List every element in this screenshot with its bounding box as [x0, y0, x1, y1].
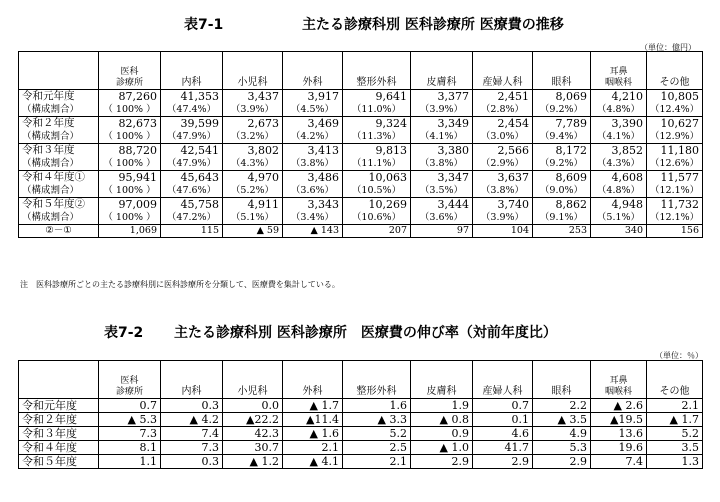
rate-cell: 2.9 — [533, 455, 591, 469]
column-header: 整形外科 — [343, 361, 411, 399]
value-cell: 4,210 — [591, 90, 647, 104]
share-cell: （3.9%） — [223, 103, 283, 117]
value-cell: 3,343 — [283, 198, 343, 212]
column-header: 小児科 — [223, 361, 283, 399]
column-header: 外科 — [283, 361, 343, 399]
column-header: 眼科 — [533, 361, 591, 399]
share-cell: （12.6%） — [647, 157, 703, 171]
row-label: 令和３年度 — [19, 427, 99, 441]
row-label: （構成割合） — [19, 184, 99, 198]
column-header: 整形外科 — [343, 52, 411, 90]
column-header: 医科 診療所 — [99, 361, 161, 399]
value-cell: 3,469 — [283, 117, 343, 131]
value-cell: 39,599 — [161, 117, 223, 131]
value-cell: 2,566 — [473, 144, 533, 158]
value-cell: 97,009 — [99, 198, 161, 212]
table-row — [19, 413, 703, 427]
value-cell: 88,720 — [99, 144, 161, 158]
rate-cell: 8.1 — [99, 441, 161, 455]
share-cell: （3.9%） — [411, 103, 473, 117]
column-header: 産婦人科 — [473, 52, 533, 90]
share-cell: （3.0%） — [473, 130, 533, 144]
diff-cell: 340 — [591, 225, 647, 238]
value-cell: 9,641 — [343, 90, 411, 104]
table-row-share — [19, 211, 703, 225]
rate-cell: 7.4 — [161, 427, 223, 441]
share-cell: （4.1%） — [411, 130, 473, 144]
diff-cell: 156 — [647, 225, 703, 238]
row-label: ②－① — [19, 225, 99, 238]
value-cell: 3,413 — [283, 144, 343, 158]
rate-cell: 2.9 — [411, 455, 473, 469]
diff-cell: 1,069 — [99, 225, 161, 238]
rate-cell: 1.9 — [411, 399, 473, 413]
value-cell: 3,380 — [411, 144, 473, 158]
row-label: （構成割合） — [19, 130, 99, 144]
rate-cell: 0.0 — [223, 399, 283, 413]
rate-cell: ▲ 1.7 — [647, 413, 703, 427]
share-cell: （12.9%） — [647, 130, 703, 144]
value-cell: 4,608 — [591, 171, 647, 185]
rate-cell: ▲ 4.2 — [161, 413, 223, 427]
share-cell: （9.1%） — [533, 211, 591, 225]
share-cell: （3.6%） — [411, 211, 473, 225]
rate-cell: ▲22.2 — [223, 413, 283, 427]
rate-cell: ▲ 3.3 — [343, 413, 411, 427]
rate-cell: ▲ 0.8 — [411, 413, 473, 427]
table-row-share — [19, 157, 703, 171]
value-cell: 3,437 — [223, 90, 283, 104]
value-cell: 2,454 — [473, 117, 533, 131]
value-cell: 4,911 — [223, 198, 283, 212]
diff-cell: 97 — [411, 225, 473, 238]
value-cell: 3,349 — [411, 117, 473, 131]
table2-unit: （単位：％） — [655, 351, 703, 360]
share-cell: （ 100% ） — [99, 103, 161, 117]
share-cell: （3.6%） — [283, 184, 343, 198]
table-row — [19, 117, 703, 131]
share-cell: （47.9%） — [161, 130, 223, 144]
share-cell: （3.8%） — [473, 184, 533, 198]
rate-cell: 2.2 — [533, 399, 591, 413]
table-row — [19, 90, 703, 104]
share-cell: （3.9%） — [473, 211, 533, 225]
share-cell: （3.4%） — [283, 211, 343, 225]
rate-cell: 2.9 — [473, 455, 533, 469]
share-cell: （47.6%） — [161, 184, 223, 198]
rate-cell: 0.3 — [161, 399, 223, 413]
table2-label: 表7-2 — [104, 325, 144, 341]
table-row-share — [19, 184, 703, 198]
row-label: 令和３年度 — [19, 144, 99, 158]
share-cell: （5.2%） — [223, 184, 283, 198]
rate-cell: 0.1 — [473, 413, 533, 427]
value-cell: 7,789 — [533, 117, 591, 131]
table-row — [19, 455, 703, 469]
share-cell: （9.2%） — [533, 103, 591, 117]
table1-unit: （単位：億円） — [640, 43, 696, 52]
table-row — [19, 427, 703, 441]
share-cell: （47.2%） — [161, 211, 223, 225]
diff-cell: 253 — [533, 225, 591, 238]
diff-row — [19, 225, 703, 238]
rate-cell: ▲ 2.6 — [591, 399, 647, 413]
table2 — [18, 360, 703, 469]
column-header: 耳鼻 咽喉科 — [591, 52, 647, 90]
value-cell: 11,180 — [647, 144, 703, 158]
rate-cell: ▲11.4 — [283, 413, 343, 427]
rate-cell: ▲ 1.6 — [283, 427, 343, 441]
value-cell: 3,444 — [411, 198, 473, 212]
share-cell: （10.6%） — [343, 211, 411, 225]
share-cell: （3.5%） — [411, 184, 473, 198]
column-header: 耳鼻 咽喉科 — [591, 361, 647, 399]
rate-cell: 42.3 — [223, 427, 283, 441]
value-cell: 3,852 — [591, 144, 647, 158]
share-cell: （10.5%） — [343, 184, 411, 198]
share-cell: （9.4%） — [533, 130, 591, 144]
table-row — [19, 171, 703, 185]
rate-cell: 3.5 — [647, 441, 703, 455]
value-cell: 8,609 — [533, 171, 591, 185]
rate-cell: 5.3 — [533, 441, 591, 455]
row-label: 令和元年度 — [19, 399, 99, 413]
column-header: その他 — [647, 361, 703, 399]
table1-label: 表7-1 — [184, 17, 224, 33]
rate-cell: 7.3 — [161, 441, 223, 455]
rate-cell: ▲ 1.0 — [411, 441, 473, 455]
rate-cell: ▲19.5 — [591, 413, 647, 427]
column-header: 皮膚科 — [411, 361, 473, 399]
value-cell: 3,740 — [473, 198, 533, 212]
row-label: 令和４年度 — [19, 441, 99, 455]
share-cell: （11.0%） — [343, 103, 411, 117]
share-cell: （9.2%） — [533, 157, 591, 171]
rate-cell: 41.7 — [473, 441, 533, 455]
row-label: 令和２年度 — [19, 413, 99, 427]
column-header: 外科 — [283, 52, 343, 90]
value-cell: 2,673 — [223, 117, 283, 131]
share-cell: （ 100% ） — [99, 211, 161, 225]
value-cell: 3,637 — [473, 171, 533, 185]
column-header: 内科 — [161, 361, 223, 399]
rate-cell: 7.4 — [591, 455, 647, 469]
share-cell: （4.8%） — [591, 184, 647, 198]
share-cell: （4.2%） — [283, 130, 343, 144]
row-label: 令和５年度② — [19, 198, 99, 212]
share-cell: （47.9%） — [161, 157, 223, 171]
column-header: その他 — [647, 52, 703, 90]
share-cell: （4.5%） — [283, 103, 343, 117]
value-cell: 10,627 — [647, 117, 703, 131]
value-cell: 11,577 — [647, 171, 703, 185]
row-label: （構成割合） — [19, 211, 99, 225]
value-cell: 3,347 — [411, 171, 473, 185]
rate-cell: 7.3 — [99, 427, 161, 441]
share-cell: （12.4%） — [647, 103, 703, 117]
value-cell: 8,862 — [533, 198, 591, 212]
rate-cell: ▲ 1.2 — [223, 455, 283, 469]
value-cell: 8,172 — [533, 144, 591, 158]
corner-cell — [19, 361, 99, 399]
row-label: 令和２年度 — [19, 117, 99, 131]
value-cell: 8,069 — [533, 90, 591, 104]
value-cell: 82,673 — [99, 117, 161, 131]
share-cell: （4.3%） — [223, 157, 283, 171]
share-cell: （12.1%） — [647, 211, 703, 225]
rate-cell: 4.9 — [533, 427, 591, 441]
rate-cell: 0.9 — [411, 427, 473, 441]
share-cell: （ 100% ） — [99, 184, 161, 198]
share-cell: （3.8%） — [411, 157, 473, 171]
share-cell: （4.3%） — [591, 157, 647, 171]
rate-cell: 1.1 — [99, 455, 161, 469]
table-row — [19, 144, 703, 158]
value-cell: 45,643 — [161, 171, 223, 185]
rate-cell: ▲ 1.7 — [283, 399, 343, 413]
row-label: 令和５年度 — [19, 455, 99, 469]
rate-cell: ▲ 4.1 — [283, 455, 343, 469]
share-cell: （11.1%） — [343, 157, 411, 171]
row-label: 令和元年度 — [19, 90, 99, 104]
share-cell: （3.2%） — [223, 130, 283, 144]
rate-cell: 2.1 — [283, 441, 343, 455]
rate-cell: 2.1 — [647, 399, 703, 413]
share-cell: （4.1%） — [591, 130, 647, 144]
row-label: （構成割合） — [19, 157, 99, 171]
table-row — [19, 441, 703, 455]
share-cell: （2.9%） — [473, 157, 533, 171]
value-cell: 3,377 — [411, 90, 473, 104]
value-cell: 3,486 — [283, 171, 343, 185]
rate-cell: 30.7 — [223, 441, 283, 455]
value-cell: 3,390 — [591, 117, 647, 131]
column-header: 医科 診療所 — [99, 52, 161, 90]
column-header: 産婦人科 — [473, 361, 533, 399]
table2-title — [104, 322, 557, 342]
share-cell: （11.3%） — [343, 130, 411, 144]
table-row-share — [19, 130, 703, 144]
rate-cell: 1.6 — [343, 399, 411, 413]
table1 — [18, 51, 703, 238]
rate-cell: 19.6 — [591, 441, 647, 455]
rate-cell: 5.2 — [647, 427, 703, 441]
rate-cell: 2.1 — [343, 455, 411, 469]
value-cell: 4,970 — [223, 171, 283, 185]
table1-title — [184, 14, 564, 34]
value-cell: 87,260 — [99, 90, 161, 104]
share-cell: （5.1%） — [591, 211, 647, 225]
value-cell: 3,802 — [223, 144, 283, 158]
column-header: 内科 — [161, 52, 223, 90]
row-label: （構成割合） — [19, 103, 99, 117]
value-cell: 10,805 — [647, 90, 703, 104]
corner-cell — [19, 52, 99, 90]
rate-cell: 0.7 — [99, 399, 161, 413]
diff-cell: ▲ 143 — [283, 225, 343, 238]
rate-cell: ▲ 3.5 — [533, 413, 591, 427]
table-row — [19, 198, 703, 212]
table1-header-row — [19, 52, 703, 90]
rate-cell: 1.3 — [647, 455, 703, 469]
table2-heading: 主たる診療科別 医科診療所 医療費の伸び率（対前年度比） — [174, 325, 557, 341]
value-cell: 45,758 — [161, 198, 223, 212]
value-cell: 95,941 — [99, 171, 161, 185]
share-cell: （9.0%） — [533, 184, 591, 198]
row-label: 令和４年度① — [19, 171, 99, 185]
rate-cell: 0.3 — [161, 455, 223, 469]
column-header: 眼科 — [533, 52, 591, 90]
value-cell: 3,917 — [283, 90, 343, 104]
share-cell: （47.4%） — [161, 103, 223, 117]
rate-cell: ▲ 5.3 — [99, 413, 161, 427]
share-cell: （5.1%） — [223, 211, 283, 225]
rate-cell: 2.5 — [343, 441, 411, 455]
share-cell: （ 100% ） — [99, 130, 161, 144]
diff-cell: 207 — [343, 225, 411, 238]
rate-cell: 5.2 — [343, 427, 411, 441]
table1-note: 注 医科診療所ごとの主たる診療科別に医科診療所を分類して、医療費を集計している。 — [20, 280, 340, 289]
diff-cell: 115 — [161, 225, 223, 238]
value-cell: 41,353 — [161, 90, 223, 104]
value-cell: 4,948 — [591, 198, 647, 212]
rate-cell: 13.6 — [591, 427, 647, 441]
table-row-share — [19, 103, 703, 117]
value-cell: 42,541 — [161, 144, 223, 158]
table2-header-row — [19, 361, 703, 399]
value-cell: 11,732 — [647, 198, 703, 212]
diff-cell: ▲ 59 — [223, 225, 283, 238]
share-cell: （2.8%） — [473, 103, 533, 117]
column-header: 小児科 — [223, 52, 283, 90]
value-cell: 2,451 — [473, 90, 533, 104]
table-row — [19, 399, 703, 413]
share-cell: （12.1%） — [647, 184, 703, 198]
value-cell: 9,813 — [343, 144, 411, 158]
diff-cell: 104 — [473, 225, 533, 238]
rate-cell: 0.7 — [473, 399, 533, 413]
value-cell: 9,324 — [343, 117, 411, 131]
column-header: 皮膚科 — [411, 52, 473, 90]
share-cell: （3.8%） — [283, 157, 343, 171]
rate-cell: 4.6 — [473, 427, 533, 441]
value-cell: 10,269 — [343, 198, 411, 212]
value-cell: 10,063 — [343, 171, 411, 185]
share-cell: （4.8%） — [591, 103, 647, 117]
share-cell: （ 100% ） — [99, 157, 161, 171]
table1-heading: 主たる診療科別 医科診療所 医療費の推移 — [302, 17, 564, 33]
